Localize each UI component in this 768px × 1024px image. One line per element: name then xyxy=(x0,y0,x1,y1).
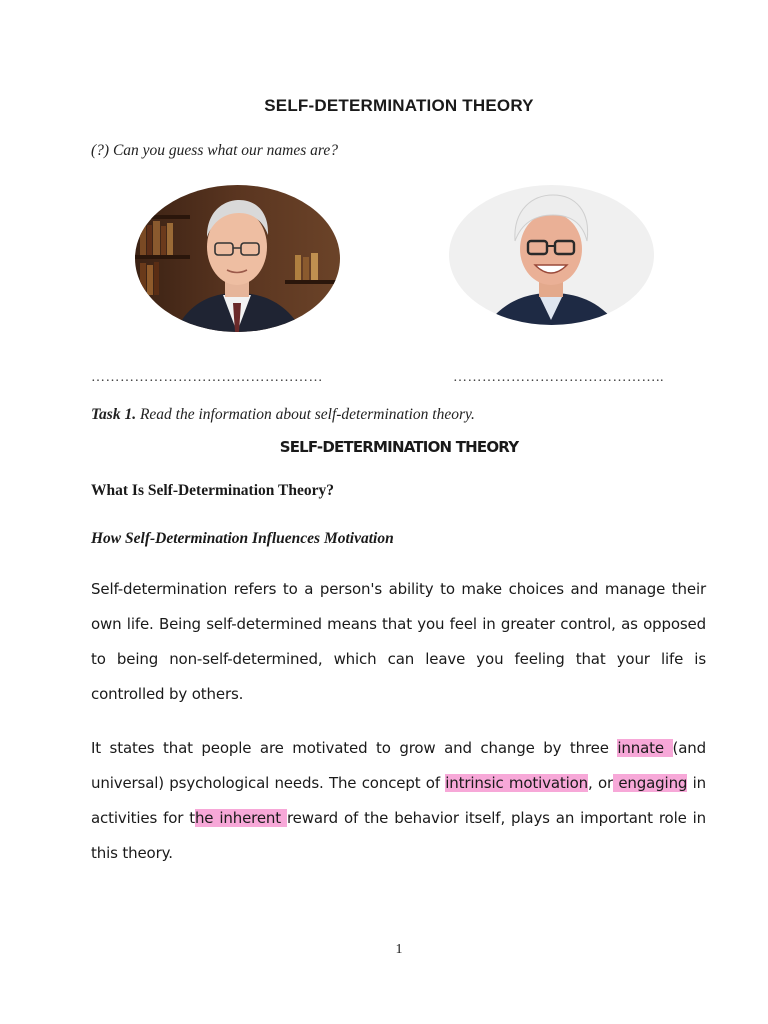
paragraph-needs xyxy=(91,731,706,871)
page-number: 1 xyxy=(395,942,403,957)
task-text: Read the information about self-determination theory. xyxy=(136,406,475,423)
paragraph-text: , or xyxy=(588,774,614,792)
heading-how-influences: How Self-Determination Influences Motivation xyxy=(91,530,394,547)
name-answer-blank-right[interactable]: …………………………………….. xyxy=(453,370,664,385)
portrait-right-illustration xyxy=(449,185,654,325)
portrait-photo-right xyxy=(449,185,654,325)
task-instruction xyxy=(91,406,475,424)
highlight-inherent: he inherent xyxy=(194,809,287,827)
section-title: SELF-DETERMINATION THEORY xyxy=(279,438,519,456)
document-title: SELF-DETERMINATION THEORY xyxy=(264,96,534,115)
paragraph-text: reward of the behavior itself, plays an important role in this theory. xyxy=(91,809,706,862)
paragraph-text: It states that people are motivated to grow and change by three xyxy=(91,739,618,757)
heading-what-is: What Is Self-Determination Theory? xyxy=(91,482,334,499)
paragraph-text: in activities for t xyxy=(91,774,707,827)
question-prompt: (?) Can you guess what our names are? xyxy=(91,142,338,159)
highlight-innate: innate xyxy=(617,739,673,757)
paragraph-text: (and universal) psychological needs. The concept of xyxy=(91,739,706,792)
highlight-intrinsic-motivation: intrinsic motivation xyxy=(445,774,589,792)
highlight-engaging: engaging xyxy=(613,774,688,792)
portrait-photo-left xyxy=(135,185,340,332)
portrait-left-illustration xyxy=(135,185,340,332)
paragraph-definition: Self-determination refers to a person's ability to make choices and manage their own life. Being self-determined means that you feel in greater control, as opposed to being non-self-determined, which can leave you feeling that your life is controlled by others. xyxy=(91,580,706,703)
task-label: Task 1. xyxy=(91,406,137,423)
name-answer-blank-left[interactable]: ………………………………………… xyxy=(91,370,323,385)
